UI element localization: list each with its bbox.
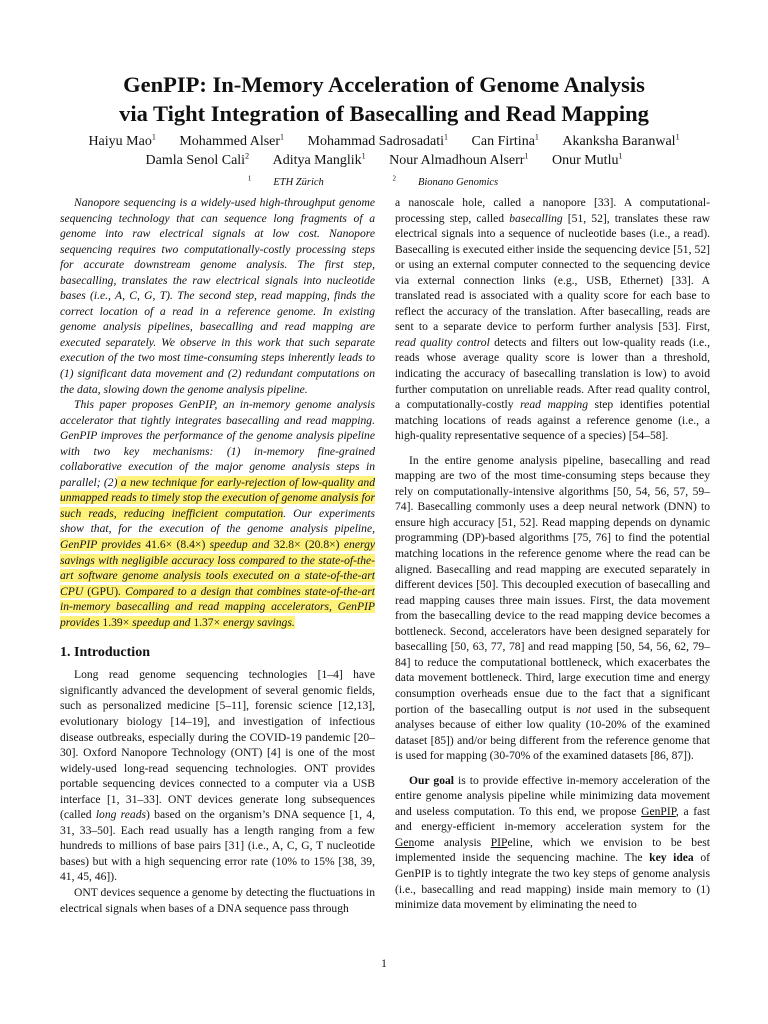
author-row-1 <box>0 132 768 151</box>
abstract-paragraph-1: Nanopore sequencing is a widely-used high-throughput genome sequencing technology that can sequence long fragments of a genome into raw electrical signals at low cost. Nanopore sequencing requires two computationally-costly processing steps for accurate downstream genome analysis. The first step, basecalling, translates the raw electrical signals into nucleotide bases (i.e., A, C, G, T). The second step, read mapping, finds the correct location of a read in a reference genome. In existing genome analysis pipelines, basecalling and read mapping are executed separately. We observe in this work that such separate execution of the two most time-consuming steps inherently leads to (1) significant data movement and (2) redundant computations on the data, slowing down the genome analysis pipeline. <box>60 196 375 396</box>
intro-paragraph-2: ONT devices sequence a genome by detecting the fluctuations in electrical signals when bases of a DNA sequence pass through <box>60 885 375 915</box>
author: Mohammad Sadrosadati$^1$ <box>307 132 449 149</box>
author-row-2 <box>0 151 768 170</box>
page-number: 1 <box>381 958 387 970</box>
author: Aditya Manglik$^1$ <box>272 151 366 168</box>
body-paragraph-2: In the entire genome analysis pipeline, basecalling and read mapping are two of the most time-consuming steps because they rely on computationally-intensive algorithms [50, 54, 56, 57, 59–74]. Basecalling commonly uses a deep neural network (DNN) to ensure high accuracy [51, 52]. Read mapping depends on dynamic programming (DP)-based algorithms [75, 76] to find the potential matching locations in the reference genome where the read can be aligned. Basecalling and read mapping are executed separately in different devices [50]. This decoupled execution of basecalling and read mapping causes three main issues. First, the data movement from the basecalling device to the read mapping device becomes a bottleneck. Second, accelerators have been designed separately for basecalling [50, 63, 77, 78] and read mapping [50, 54, 56, 62, 79–84] to reduce the computational bottleneck, which exacerbates the data movement bottleneck. Third, large execution time and energy consumption overheads ensue due to the fact that a significant portion of the basecalling output is not used in the subsequent analyses because of either low quality (10-20% of the examined dataset [85]) and/or being different from the reference genome that is used for mapping (30-70% of the examined datasets [86, 87]). <box>395 453 710 763</box>
body-paragraph-3: Our goal is to provide effective in-memory acceleration of the entire genome analysis pipeline while minimizing data movement and useless computation. To this end, we propose GenPIP, a fast and energy-efficient in-memory acceleration system for the Genome analysis PIPeline, which we envision to be best implemented inside the sequencing machine. The key idea of GenPIP is to tightly integrate the two key steps of genome analysis (i.e., basecalling and read mapping) inside main memory to (1) minimize data movement by eliminating the need to <box>395 773 710 912</box>
abstract-paragraph-2: This paper proposes GenPIP, an in-memory genome analysis accelerator that tightly integrates basecalling and read mapping. GenPIP improves the performance of the genome analysis pipeline with two key mechanisms: (1) in-memory fine-grained collaborative execution of the major genome analysis steps in parallel; (2) a new technique for early-rejection of low-quality and unmapped reads to timely stop the execution of genome analysis for such reads, reducing inefficient computation. Our experiments show that, for the execution of the genome analysis pipeline, GenPIP provides 41.6× (8.4×) speedup and 32.8× (20.8×) energy savings with negligible accuracy loss compared to the state-of-the-art software genome analysis tools executed on a state-of-the-art CPU (GPU). Compared to a design that combines state-of-the-art in-memory basecalling and read mapping accelerators, GenPIP provides 1.39× speedup and 1.37× energy savings. <box>60 398 376 629</box>
highlight: GenPIP provides 41.6× (8.4×) speedup and 32.8× (20.8×) energy savings with negligible accuracy loss compared to the state-of-the-art software genome analysis tools executed on a state-of-the-art CPU (GPU). Compared to a design that combines state-of-the-art in-memory basecalling and read mapping accelerators, GenPIP provides 1.39× speedup and 1.37× energy savings. <box>60 538 376 629</box>
abstract <box>60 195 375 630</box>
highlight: a new technique for early-rejection of low-quality and unmapped reads to timely stop the execution of genome analysis for such reads, reducing inefficient computation <box>60 475 375 520</box>
affiliation: $^2$ Bionano Genomics <box>392 174 499 188</box>
right-column <box>395 195 710 913</box>
author: Can Firtina$^1$ <box>471 132 539 149</box>
title-line-2: via Tight Integration of Basecalling and Read Mapping <box>119 101 649 126</box>
left-column <box>60 195 375 916</box>
author: Nour Almadhoun Alserr$^1$ <box>389 151 529 168</box>
affiliation: $^1$ ETH Zürich <box>247 174 324 188</box>
title-line-1: GenPIP: In-Memory Acceleration of Genome Analysis <box>123 72 645 97</box>
author: Damla Senol Cali$^2$ <box>145 151 250 168</box>
author-list <box>0 132 768 170</box>
author: Haiyu Mao$^1$ <box>88 132 156 149</box>
affiliations <box>0 171 768 190</box>
section-heading-introduction: 1. Introduction <box>60 645 150 661</box>
intro-paragraph-1: Long read genome sequencing technologies [1–4] have significantly advanced the development of several genomic fields, such as personalized medicine [5–11], forensic science [12,13], evolutionary biology [14–19], and investigation of infectious disease outbreaks, especially during the COVID-19 pandemic [20–30]. Oxford Nanopore Technology (ONT) [4] is one of the most widely-used long-read sequencing technologies. ONT provides portable sequencing devices connected to a computer via a USB interface [1, 31–33]. ONT devices generate long subsequences (called long reads) based on the organism’s DNA sequence [1, 4, 31, 33–50]. Each read usually has a length ranging from a few hundreds to millions of base pairs [31] (i.e., A, C, G, T nucleotide bases) but with a high sequencing error rate (10% to 15% [38, 39, 41, 45, 46]). <box>60 668 376 884</box>
body-paragraph-1: a nanoscale hole, called a nanopore [33]. A computational-processing step, called basecalling [51, 52], translates these raw electrical signals into a sequence of nucleotide bases (i.e., a read). Basecalling is executed either inside the sequencing device [51, 52] or using an external computer connected to the sequencing device via external connection links (e.g., USB, Ethernet) [33]. A translated read is associated with a quality score for each base to reflect the accuracy of the translation. After basecalling, reads are sent to a separate device to perform further analysis [53]. First, read quality control detects and filters out low-quality reads (i.e., reads whose average quality score is lower than a threshold, indicating the accuracy of basecalling translation is low) to avoid further computation on unreliable reads. After read quality control, a computationally-costly read mapping step identifies potential matching locations of reads against a reference genome (i.e., a high-quality representative sequence of a species) [54–58]. <box>395 196 710 443</box>
author: Akanksha Baranwal$^1$ <box>562 132 680 149</box>
paper-title <box>0 70 768 128</box>
author: Onur Mutlu$^1$ <box>551 151 623 168</box>
author: Mohammed Alser$^1$ <box>179 132 285 149</box>
